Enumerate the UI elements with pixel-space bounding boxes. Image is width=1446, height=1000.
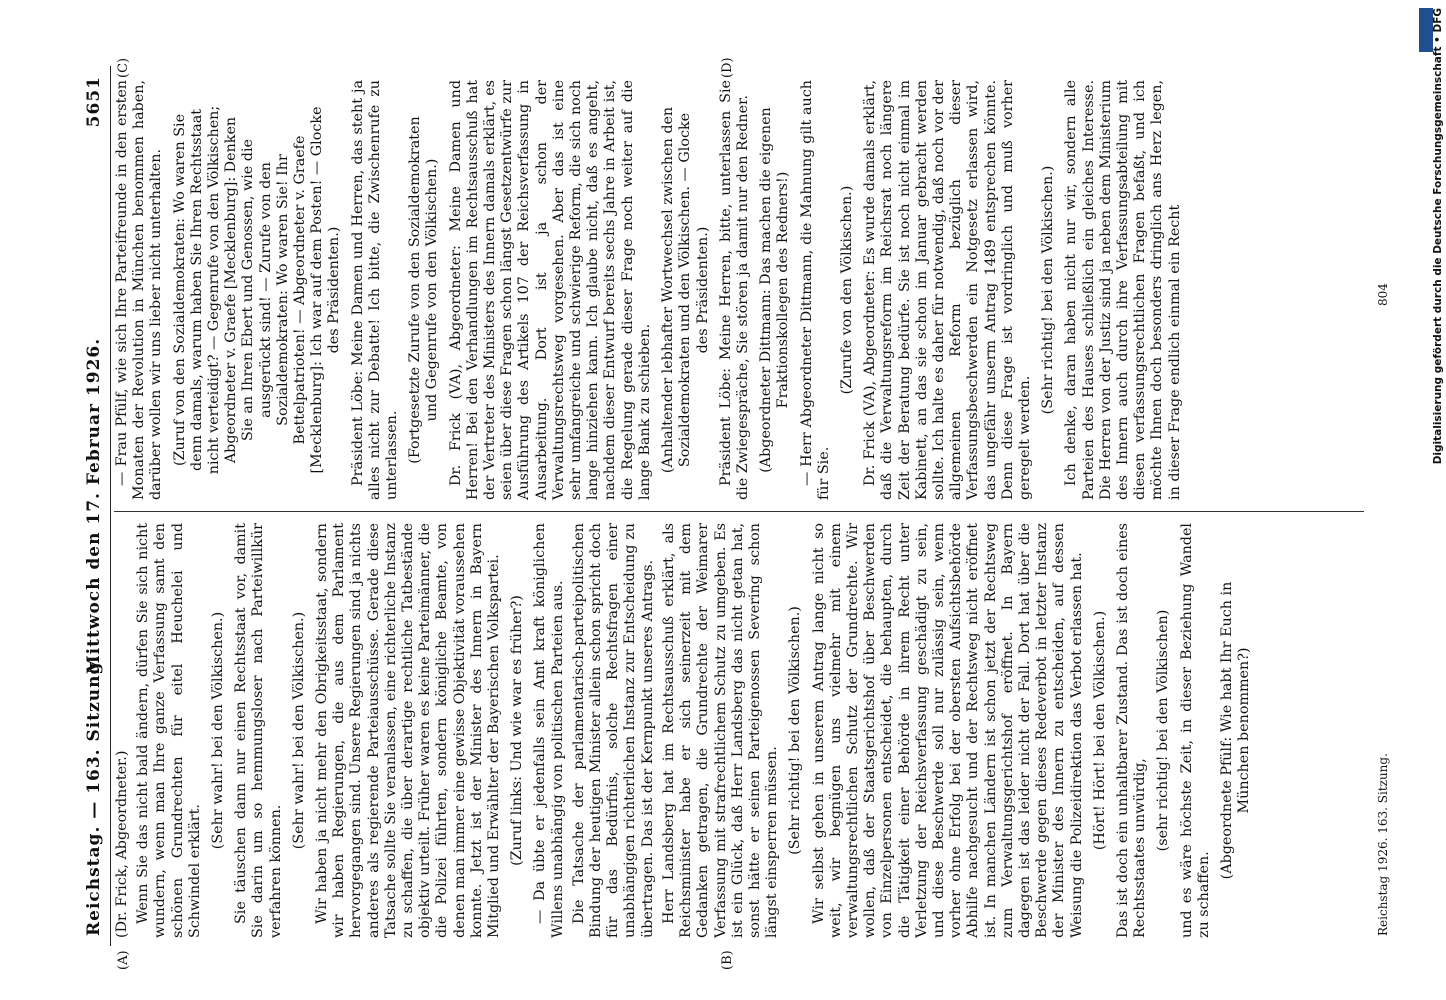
margin-mark-d: (D) [720,57,735,78]
paragraph: — Herr Abgeordneter Dittmann, die Mahnung gilt auch für Sie. [798,80,832,500]
interjection: (Zuruf von den Sozialdemokraten: Wo waren Sie denn damals, warum haben Sie Ihren Rechtsstaat nicht verteidigt? — Gegenrufe von den Völkischen; Abgeordneter v. Graefe [Mecklenburg]: Denken Sie an Ihren Ebert und Genossen, wie die ausgerückt sind! — Zurufe von den Sozialdemokraten: Wo waren Sie! Ihr Bettelpatrioten! — Abgeordneter v. Graefe [Mecklenburg]: Ich war auf dem Posten! — Glocke des Präsidenten.) [171,105,343,475]
right-column [114,80,1389,500]
dfg-funding-note: Digitalisierung gefördert durch die Deutsche Forschungsgemeinschaft • DFG [1432,8,1444,465]
paragraph: — Da übte er jedenfalls sein Amt kraft königlichen Willens unabhängig von politischen Parteien aus. [532,523,566,938]
page-header [80,66,111,946]
interjection: (Zuruf links: Und wie war es früher?) [509,595,526,866]
left-column [114,523,1389,938]
paragraph: Wir haben ja nicht mehr den Obrigkeitsstaat, sondern wir haben Regierungen, die aus dem Parlament hervorgegangen sind. Unsere Regierungen sind ja nichts anderes als regierende Parteiausschüsse. Gerade diese Tatsache sollte Sie veranlassen, eine richterliche Instanz zu schaffen, die über derartige rechtliche Tatbestände objektiv urteilt. Früher waren es keine Parteimänner, die die Polizei führten, sondern königliche Beamte, von denen man immer eine gewisse Objektivität voraussehen konnte. Jetzt ist der Minister des Innern in Bayern Mitglied und Erwählter der Bayerischen Volkspartei. [314,523,503,938]
header-session: Reichstag. — 163. Sitzung. [84,654,104,936]
dfg-sidebar [1419,8,1444,708]
paragraph: — Frau Pfülf, wie sich Ihre Parteifreunde in den ersten Monaten der Revolution in München benommen haben, darüber wollen wir uns lieber nicht unterhalten. [114,80,165,500]
interjection: (Zurufe von den Völkischen.) [838,185,855,395]
paragraph: Dr. Frick (VA), Abgeordneter: Es wurde damals erklärt, daß die Verwaltungsreform im Reichsrat noch längere Zeit der Beratung bedürfe. Sie ist noch nicht einmal im Kabinett, an das sie schon im Januar gebracht werden sollte. Ich halte es daher für notwendig, daß noch vor der allgemeinen Reform bezüglich dieser Verfassungsbeschwerden ein Notgesetz erlassen wird, das ungefähr unserm Antrag 1489 entsprechen könnte. Denn diese Frage ist vordringlich und muß vorher geregelt werden. [862,80,1033,500]
paragraph: Wenn Sie das nicht bald ändern, dürfen Sie sich nicht wundern, wenn man Ihre ganze Verfassung samt den schönen Grundrechten für eitel Heuchelei und Schwindel erklärt. [135,523,203,938]
interjection: (Abgeordnete Pfülf: Wie habt Ihr Euch in München benommen?) [1218,581,1253,880]
interjection: (Sehr wahr! bei den Völkischen.) [290,611,307,850]
margin-mark-b: (B) [720,950,735,970]
interjection: (Anhaltender lebhafter Wortwechsel zwischen den Sozialdemokraten und den Völkischen. — Glocke des Präsidenten.) [660,106,711,474]
interjection: (sehr richtig! bei den Völkischen) [1155,609,1172,852]
paragraph: Herr Landsberg hat im Rechtsausschuß erklärt, als Reichsminister habe er sich seinerzeit mit dem Gedanken getragen, die Grundrechte der Weimarer Verfassung mit strafrechtlichem Schutz zu umgeben. Es ist ein Glück, daß Herr Landsberg das nicht getan hat, sonst hätte er seinen Parteigenossen Severing schon längst einsperren müssen. [660,523,781,938]
margin-mark-a: (A) [116,950,131,970]
paragraph: Die Tatsache der parlamentarisch-parteipolitischen Bindung der heutigen Minister allein schon spricht doch für das Bedürfnis, solche Rechtsfragen einer unabhängigen richterlichen Instanz zur Entscheidung zu übertragen. Das ist der Kernpunkt unseres Antrags. [570,523,656,938]
paragraph: Präsident Löbe: Meine Herren, bitte, unterlassen Sie die Zwiegespräche, Sie stören ja damit nur den Redner. [717,80,751,500]
paragraph: Wir selbst gehen in unserem Antrag lange nicht so weit, wir begnügen uns vielmehr mit einem verwaltungsrechtlichen Schutz der Grundrechte. Wir wollen, daß der Staatsgerichtshof über Beschwerden von Einzelpersonen entscheidet, die behaupten, durch die Tätigkeit einer Behörde in ihrem Recht unter Verletzung der Reichsverfassung geschädigt zu sein, und diese Beschwerde soll nur zulässig sein, wenn vorher ohne Erfolg bei der obersten Aufsichtsbehörde Abhilfe nachgesucht und der Rechtsweg nicht eröffnet ist. In manchen Ländern ist schon jetzt der Rechtsweg zum Verwaltungsgerichtshof eröffnet. In Bayern dagegen ist das leider nicht der Fall. Dort hat über die Beschwerde gegen dieses Redeverbot in letzter Instanz der Minister des Innern zu entscheiden, auf dessen Weisung die Polizeidirektion das Verbot erlassen hat. [810,523,1085,938]
paragraph: Sie täuschen dann nur einen Rechtsstaat vor, damit Sie darin um so hemmungsloser nach Parteiwillkür verfahren können. [233,523,284,938]
page-footer: Reichstag 1926. 163. Sitzung. [1376,753,1390,936]
paragraph: Präsident Löbe: Meine Damen und Herren, das steht ja alles nicht zur Debatte! Ich bitte, die Zwischenrufe zu unterlassen. [349,80,401,500]
interjection: (Fortgesetzte Zurufe von den Sozialdemokraten und Gegenrufe von den Völkischen.) [407,116,441,464]
paragraph: und es wäre höchste Zeit, in dieser Beziehung Wandel zu schaffen. [1178,523,1212,938]
header-date: Mittwoch den 17. Februar 1926. [84,337,104,675]
paragraph: Ich denke, daran haben nicht nur wir, sondern alle Parteien des Hauses schließlich ein gleiches Interesse. Die Herren von der Justiz sind ja neben dem Ministerium des Innern auch durch ihre Verfassungsabteilung mit diesen verfassungsrechtlichen Fragen befaßt, und ich möchte Ihnen doch besonders dringlich ans Herz legen, in dieser Frage endlich einmal ein Recht [1063,80,1183,500]
sheet-number: 804 [1376,283,1390,306]
rotated-document [80,57,1400,970]
paragraph: Dr. Frick (VA), Abgeordneter: Meine Damen und Herren! Bei den Verhandlungen im Rechtsausschuß hat der Vertreter des Ministers des Innern damals erklärt, es seien über diese Fragen schon längst Gesetzentwürfe zur Ausführung des Artikels 107 der Reichsverfassung in Ausarbeitung. Dort ist ja schon der Verwaltungsrechtsweg vorgesehen. Aber das ist eine sehr umfangreiche und schwierige Reform, die sich noch lange hinziehen kann. Ich glaube nicht, daß es angeht, nachdem dieser Entwurf bereits sechs Jahre in Arbeit ist, die Regelung gerade dieser Frage noch weiter auf die lange Bank zu schieben. [447,80,653,500]
interjection: (Hört! Hört! bei den Völkischen.) [1091,610,1108,851]
interjection: (Abgeordneter Dittmann: Das machen die eigenen Fraktionskollegen des Redners!) [758,107,792,473]
paragraph: (Dr. Frick, Abgeordneter.) [114,750,130,938]
interjection: (Sehr richtig! bei den Völkischen.) [1040,165,1057,415]
header-page-number: 5651 [84,76,104,128]
dfg-logo-icon [1419,8,1433,52]
margin-mark-c: (C) [116,57,131,78]
interjection: (Sehr richtig! bei den Völkischen.) [787,606,804,855]
paragraph: Das ist doch ein unhaltbarer Zustand. Das ist doch eines Rechtsstaates unwürdig, [1114,523,1149,938]
interjection: (Sehr wahr! bei den Völkischen.) [210,611,227,850]
